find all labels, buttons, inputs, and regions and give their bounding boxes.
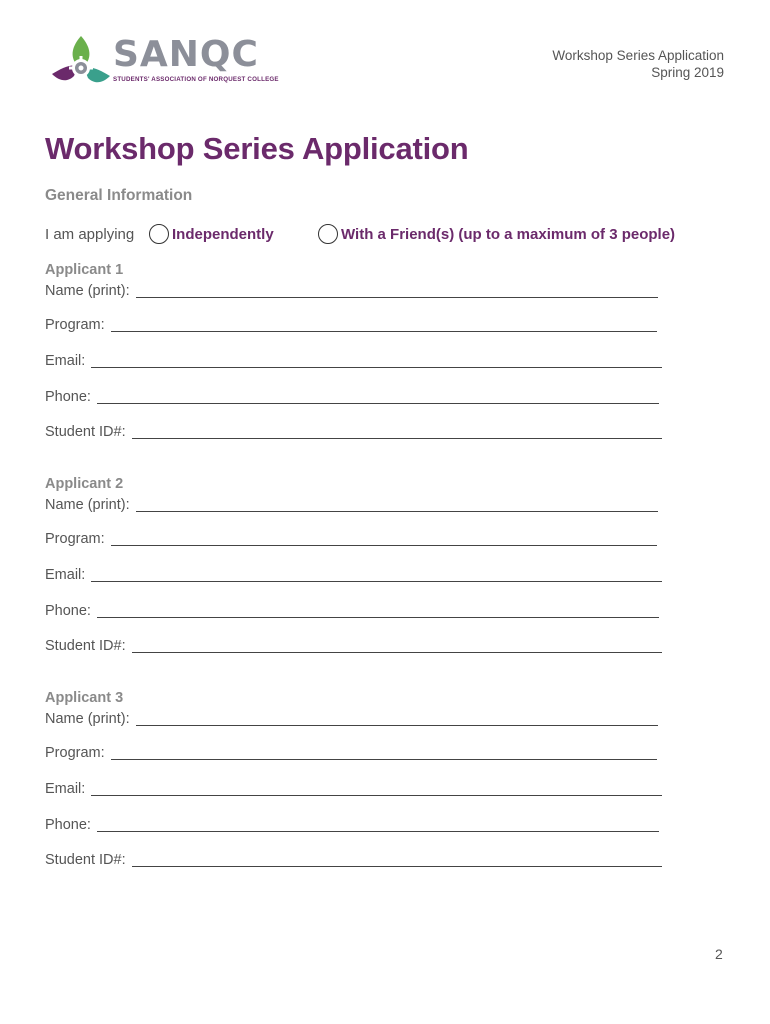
applicant-2-heading: Applicant 2 bbox=[45, 476, 124, 492]
field-label: Email: bbox=[45, 567, 86, 583]
applicant-3-phone-field[interactable] bbox=[45, 814, 659, 834]
field-label: Name (print): bbox=[45, 711, 130, 727]
applicant-1-phone-field[interactable] bbox=[45, 386, 659, 406]
applicant-1-student-id-field[interactable] bbox=[45, 421, 662, 441]
with-friends-radio[interactable] bbox=[318, 224, 338, 244]
header-meta bbox=[552, 47, 724, 81]
field-label: Name (print): bbox=[45, 283, 130, 299]
fill-in-line[interactable] bbox=[132, 865, 662, 867]
field-label: Email: bbox=[45, 353, 86, 369]
applying-label: I am applying bbox=[45, 226, 135, 243]
applicant-3-name-field[interactable] bbox=[45, 708, 658, 728]
applicant-2-name-field[interactable] bbox=[45, 494, 658, 514]
fill-in-line[interactable] bbox=[111, 544, 657, 546]
applicant-2-email-field[interactable] bbox=[45, 564, 662, 584]
applying-row bbox=[45, 223, 745, 247]
independently-radio[interactable] bbox=[149, 224, 169, 244]
fill-in-line[interactable] bbox=[91, 580, 662, 582]
fill-in-line[interactable] bbox=[97, 402, 659, 404]
independently-label: Independently bbox=[172, 226, 274, 243]
sanqc-logo bbox=[50, 32, 290, 92]
applicant-3-heading: Applicant 3 bbox=[45, 690, 124, 706]
applicant-1-heading: Applicant 1 bbox=[45, 262, 124, 278]
fill-in-line[interactable] bbox=[136, 510, 658, 512]
field-label: Student ID#: bbox=[45, 638, 126, 654]
logo-tagline: STUDENTS' ASSOCIATION OF NORQUEST COLLEGE bbox=[113, 76, 279, 83]
page-title: Workshop Series Application bbox=[45, 131, 469, 166]
field-label: Phone: bbox=[45, 603, 91, 619]
applicant-1-name-field[interactable] bbox=[45, 280, 658, 300]
page-number: 2 bbox=[715, 946, 723, 962]
with-friends-label: With a Friend(s) (up to a maximum of 3 people) bbox=[341, 226, 676, 243]
logo-wordmark: SANQC bbox=[113, 34, 259, 75]
fill-in-line[interactable] bbox=[132, 437, 662, 439]
fill-in-line[interactable] bbox=[91, 366, 662, 368]
field-label: Student ID#: bbox=[45, 424, 126, 440]
fill-in-line[interactable] bbox=[111, 330, 657, 332]
header-doc-name: Workshop Series Application bbox=[552, 48, 724, 63]
applicant-3-student-id-field[interactable] bbox=[45, 849, 662, 869]
section-heading: General Information bbox=[45, 187, 193, 204]
field-label: Email: bbox=[45, 781, 86, 797]
field-label: Program: bbox=[45, 745, 105, 761]
fill-in-line[interactable] bbox=[136, 296, 658, 298]
applicant-1-email-field[interactable] bbox=[45, 350, 662, 370]
fill-in-line[interactable] bbox=[132, 651, 662, 653]
applicant-3-program-field[interactable] bbox=[45, 742, 657, 762]
field-label: Phone: bbox=[45, 817, 91, 833]
applicant-2-phone-field[interactable] bbox=[45, 600, 659, 620]
fill-in-line[interactable] bbox=[91, 794, 662, 796]
applicant-2-program-field[interactable] bbox=[45, 528, 657, 548]
fill-in-line[interactable] bbox=[136, 724, 658, 726]
header-term: Spring 2019 bbox=[651, 65, 724, 80]
applicant-3-email-field[interactable] bbox=[45, 778, 662, 798]
field-label: Phone: bbox=[45, 389, 91, 405]
fill-in-line[interactable] bbox=[111, 758, 657, 760]
applicant-2-student-id-field[interactable] bbox=[45, 635, 662, 655]
applicant-1-program-field[interactable] bbox=[45, 314, 657, 334]
fill-in-line[interactable] bbox=[97, 616, 659, 618]
field-label: Program: bbox=[45, 317, 105, 333]
trillium-logo-icon bbox=[50, 32, 112, 92]
field-label: Student ID#: bbox=[45, 852, 126, 868]
field-label: Name (print): bbox=[45, 497, 130, 513]
fill-in-line[interactable] bbox=[97, 830, 659, 832]
field-label: Program: bbox=[45, 531, 105, 547]
